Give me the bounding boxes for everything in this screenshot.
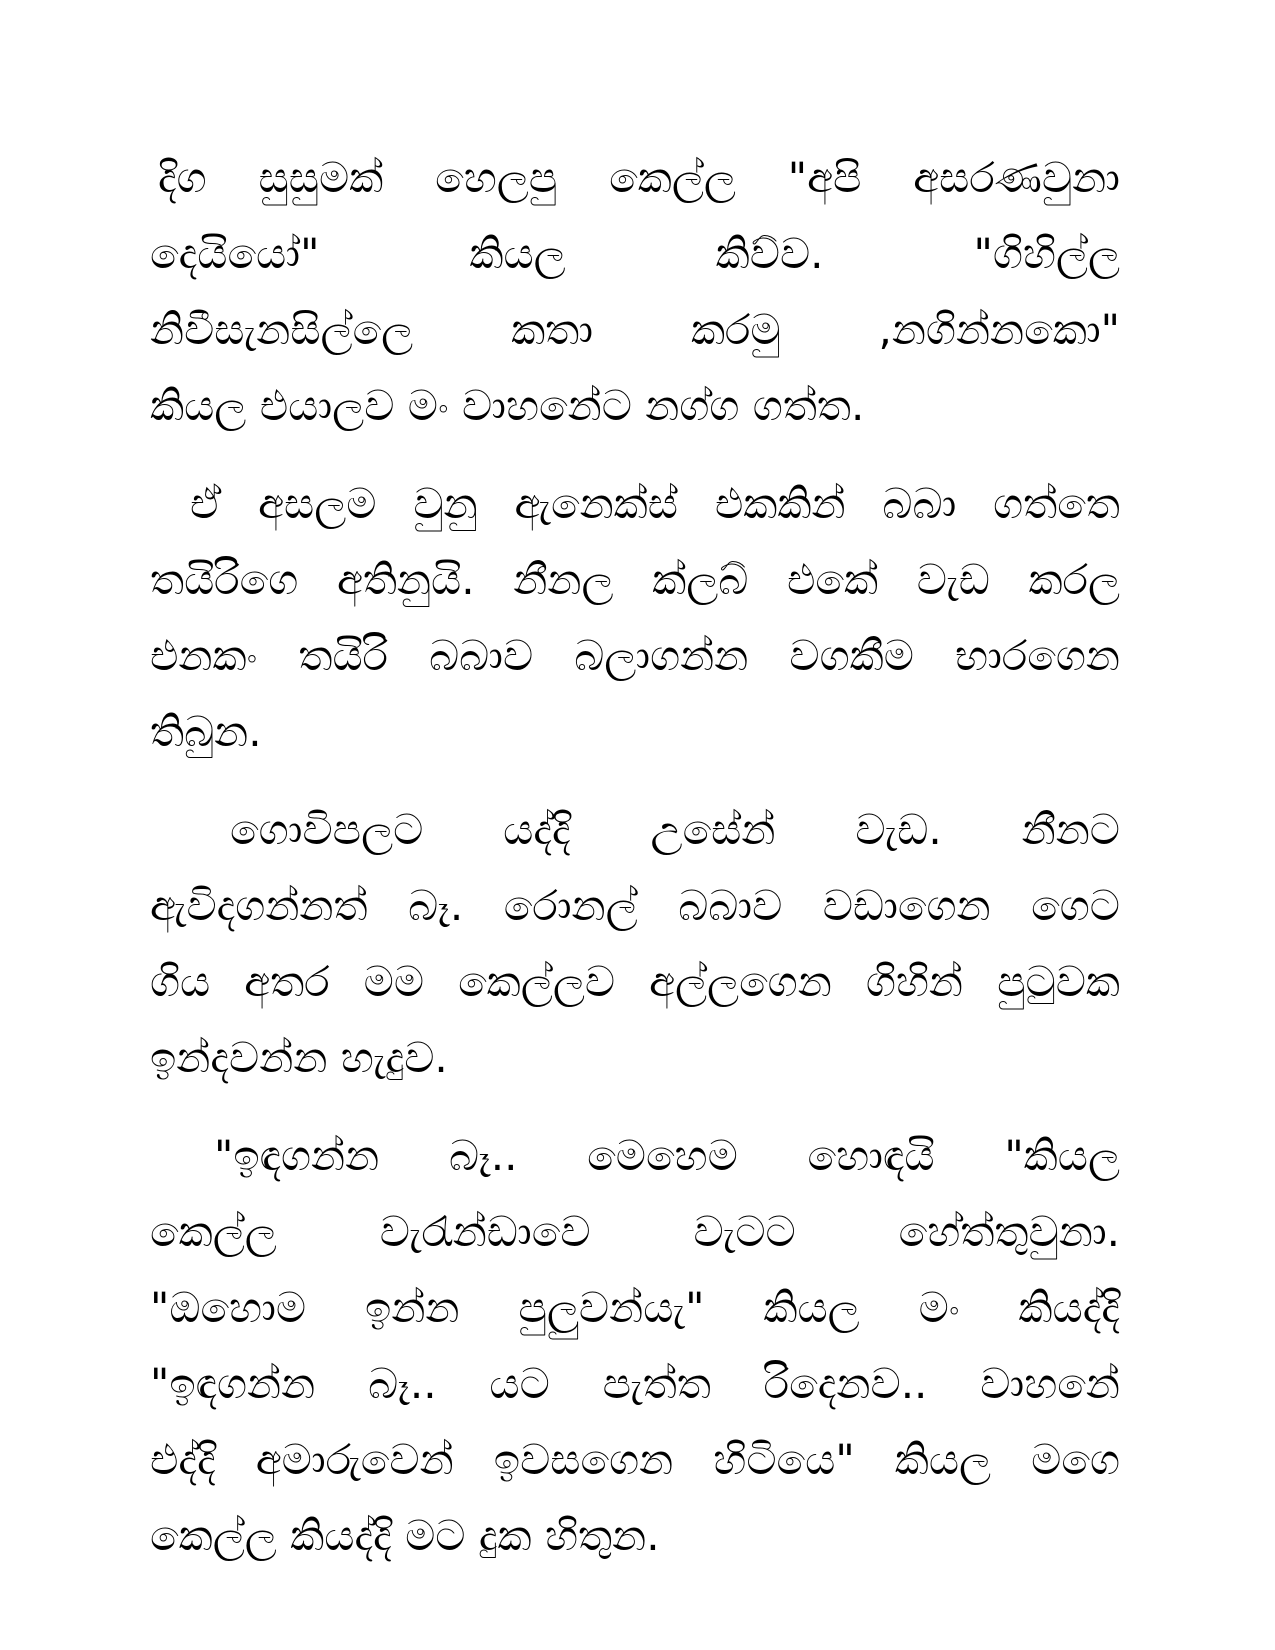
paragraph-line: තිබුන. [150,707,262,756]
paragraph-line: එද්දි අමාරුවෙන් ඉවසගෙන හිටියෙ" කියල මගෙ [150,1435,1120,1484]
paragraph-1 [150,140,1120,444]
paragraph-line: ගොවිපලට යද්දි උසේන් වැඩ. නීනට [230,805,1120,854]
document-body [150,140,1120,1596]
paragraph-2 [150,466,1120,770]
paragraph-line: නිවීසැනසිල්ලෙ කතා කරමු ,නගින්නකො" [150,305,1120,354]
paragraph-4 [150,1118,1120,1574]
paragraph-line: කෙල්ල වැරැන්ඩාවෙ වැටට හේත්තුවුනා. [150,1207,1120,1256]
paragraph-line: කියල එයාලව මං වාහනේට නග්ග ගත්ත. [150,381,865,430]
paragraph-line: "ඔහොම ඉන්න පුලුවන්යැ" කියල මං කියද්දි [150,1283,1120,1332]
paragraph-line: දෙයියෝ" කියල කිව්ව. "ගිහිල්ල [150,229,1120,278]
paragraph-line: කෙල්ල කියද්දි මට දුක හිතුන. [150,1511,660,1560]
paragraph-line: ඒ අසලම වුනු ඇනෙක්ස් එකකින් බබා ගත්තෙ [190,479,1120,528]
paragraph-3 [150,792,1120,1096]
paragraph-line: ඉන්දවන්න හැදුව. [150,1033,448,1082]
paragraph-line: ගිය අතර මම කෙල්ලව අල්ලගෙන ගිහින් පුටුවක [150,957,1120,1006]
paragraph-line: "ඉඳගන්න බෑ.. යට පැත්ත රිදෙනව.. වාහනේ [150,1359,1120,1408]
paragraph-line: දිග සුසුමක් හෙලපු කෙල්ල "අපි අසරණවුනා [158,153,1120,202]
paragraph-line: ඇවිදගන්නත් බෑ. රොනල් බබාව වඩාගෙන ගෙට [150,881,1120,930]
paragraph-line: එනකං තයිරි බබාව බලාගන්න වගකීම භාරගෙන [150,631,1120,680]
paragraph-line: "ඉඳගන්න බෑ.. මෙහෙම හොඳයි "කියල [214,1131,1120,1180]
paragraph-line: තයිරිගෙ අතිනුයි. නීනල ක්ලබ් එකේ වැඩ කරල [150,555,1120,604]
